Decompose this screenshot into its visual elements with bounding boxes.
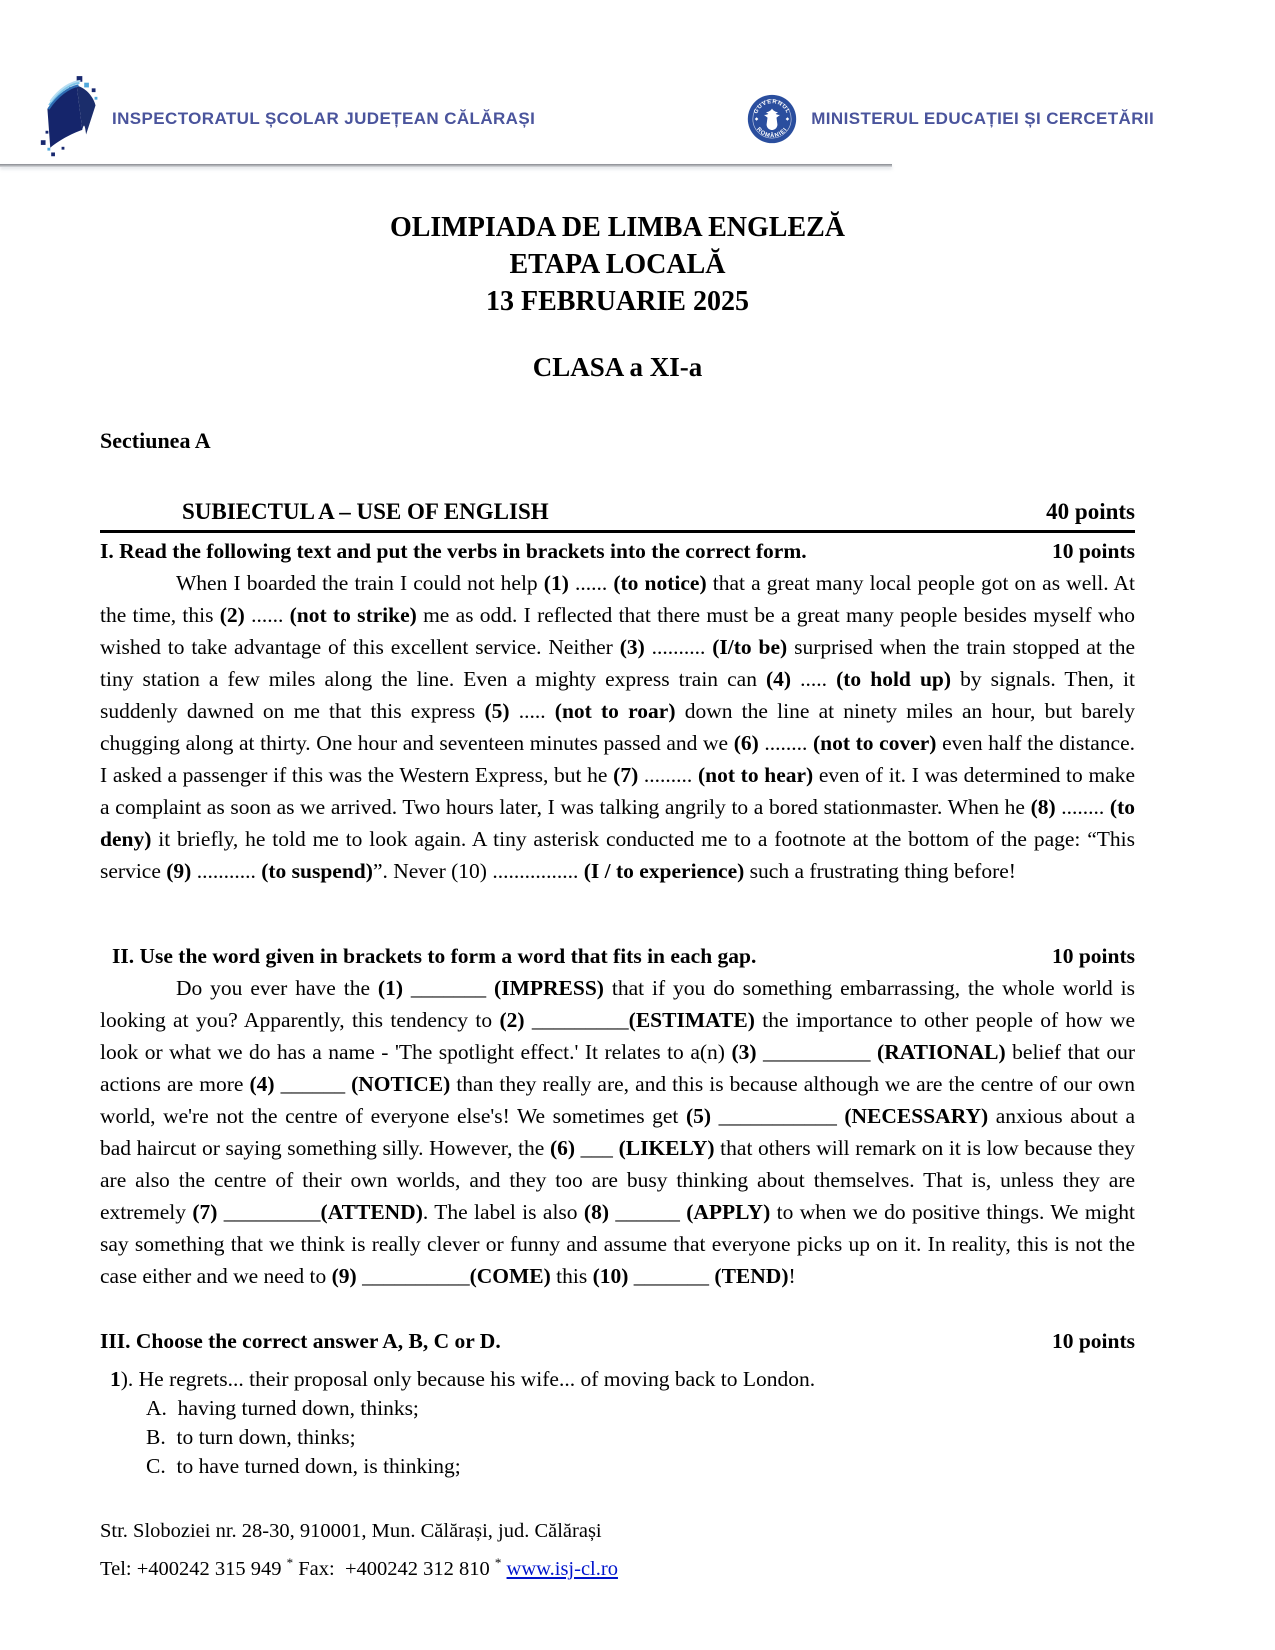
seal-text-top: GUVERNUL xyxy=(753,99,792,115)
exercise-3-heading: III. Choose the correct answer A, B, C or D. xyxy=(100,1329,501,1353)
page-footer xyxy=(100,1516,618,1585)
document-body xyxy=(0,209,1275,1481)
date-title: 13 FEBRUARIE 2025 xyxy=(486,286,749,317)
footer-address: Str. Sloboziei nr. 28-30, 910001, Mun. Călărași, jud. Călărași xyxy=(100,1520,602,1542)
question-1-option-c: C. to have turned down, is thinking; xyxy=(146,1454,461,1478)
subject-points: 40 points xyxy=(1046,499,1135,524)
subject-heading-row xyxy=(100,498,1135,533)
school-inspectorate-book-logo xyxy=(38,73,104,165)
exercise-1-points: 10 points xyxy=(1051,539,1135,563)
footer-website-link[interactable]: www.isj-cl.ro xyxy=(506,1557,618,1580)
subject-title: SUBIECTUL A – USE OF ENGLISH xyxy=(182,499,549,524)
exercise-2-text: Do you ever have the (1) _______ (IMPRESS) that if you do something embarrassing, the whole world is looking at you? Apparently, this tendency to (2) _________(ESTIMATE) the importance to other people of how we look or what we do has a name - 'The spotlight effect.' It relates to a(n) (3) __________ (RATIONAL) belief that our actions are more (4) ______ (NOTICE) than they really are, and this is because although we are the centre of our own world, we're not the centre of everyone else's! We sometimes get (5) ___________ (NECESSARY) anxious about a bad haircut or saying something silly. However, the (6) ___ (LIKELY) that others will remark on it is low because they are also the centre of their own worlds, and they too are busy thinking about themselves. That is, unless they are extremely (7) _________(ATTEND). The label is also (8) ______ (APPLY) to when we do positive things. We might say something that we think is really clever or funny and assume that everyone picks up on it. In reality, this is not the case either and we need to (9) __________(COME) this (10) _______ (TEND)! xyxy=(100,976,1136,1288)
exercise-3-points: 10 points xyxy=(1051,1329,1135,1353)
section-a-label: Sectiunea A xyxy=(100,428,211,453)
exercise-1-heading-row xyxy=(100,536,1135,566)
exercise-1-text: When I boarded the train I could not help (1) ...... (to notice) that a great many local people got on as well. At the time, this (2) ...... (not to strike) me as odd. I reflected that there must be a great many people besides myself who wished to take advantage of this excellent service. Neither (3) .......... (I/to be) surprised when the train stopped at the tiny station a few miles along the line. Even a mighty express train can (4) ..... (to hold up) by signals. Then, it suddenly dawned on me that this express (5) ..... (not to roar) down the line at ninety miles an hour, but barely chugging along at thirty. One hour and seventeen minutes passed and we (6) ........ (not to cover) even half the distance. I asked a passenger if this was the Western Express, but he (7) ......... (not to hear) even of it. I was determined to make a complaint as soon as we arrived. Two hours later, I was talking angrily to a bored stationmaster. When he (8) ........ (to deny) it briefly, he told me to look again. A tiny asterisk conducted me to a footnote at the bottom of the page: “This service (9) ........... (to suspend)”. Never (10) ................ (I / to experience) such a frustrating thing before! xyxy=(100,571,1136,883)
question-1: 1). He regrets... their proposal only because his wife... of moving back to London. xyxy=(110,1367,816,1391)
header-divider xyxy=(0,164,892,167)
left-org-name: INSPECTORATUL ȘCOLAR JUDEȚEAN CĂLĂRAȘI xyxy=(112,109,536,128)
right-org-name: MINISTERUL EDUCAȚIEI ȘI CERCETĂRII xyxy=(811,109,1155,128)
exercise-3-heading-row xyxy=(100,1326,1135,1356)
class-title: CLASA a XI-a xyxy=(532,352,703,382)
question-1-option-a: A. having turned down, thinks; xyxy=(146,1396,419,1420)
seal-text-bottom: ROMÂNIEI xyxy=(755,126,790,140)
page-header xyxy=(38,74,1275,164)
title-block xyxy=(100,209,1135,320)
exercise-2-heading: II. Use the word given in brackets to form a word that fits in each gap. xyxy=(112,944,757,968)
government-seal-icon xyxy=(747,94,797,144)
question-1-option-b: B. to turn down, thinks; xyxy=(146,1425,356,1449)
footer-contact: Tel: +400242 315 949 * Fax: +400242 312 810 * www.isj-cl.ro xyxy=(100,1555,618,1580)
exercise-2-heading-row xyxy=(100,941,1135,971)
exercise-1-heading: I. Read the following text and put the verbs in brackets into the correct form. xyxy=(100,539,807,563)
stage-title: ETAPA LOCALĂ xyxy=(509,249,726,280)
exercise-2-points: 10 points xyxy=(1051,944,1135,968)
olympiad-title: OLIMPIADA DE LIMBA ENGLEZĂ xyxy=(389,212,846,243)
